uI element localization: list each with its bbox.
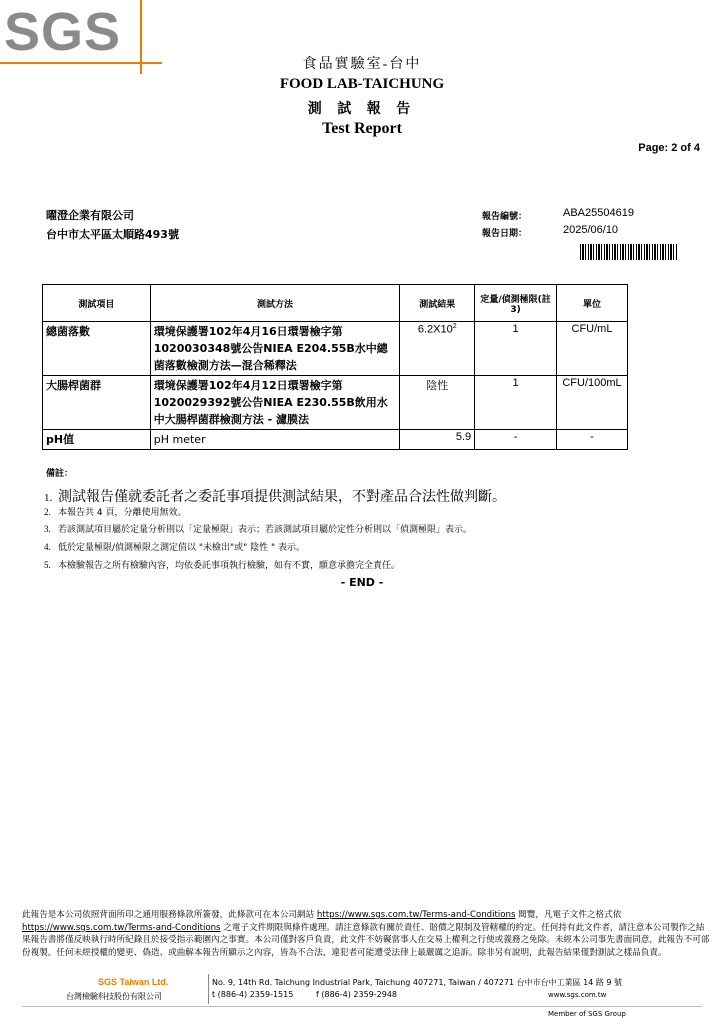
note-text: 若該測試項目屬於定量分析則以「定量極限」表示；若該測試項目屬於定性分析則以「偵測極限」表示。 — [58, 525, 473, 535]
footer-divider — [22, 1006, 702, 1007]
logo-text: SGS — [4, 2, 122, 62]
header-limit: 定量/偵測極限(註3) — [475, 285, 557, 322]
note-item — [44, 540, 305, 553]
cell-method: 環境保護署102年4月12日環署檢字第1020029392號公告NIEA E230.55B飲用水中大腸桿菌群檢測方法 - 濾膜法 — [150, 376, 400, 430]
note-text: 測試報告僅就委託者之委託事項提供測試結果，不對產品合法性做判斷。 — [58, 489, 506, 505]
cell-unit: CFU/100mL — [556, 376, 627, 430]
cell-limit: - — [475, 430, 557, 450]
notes-title: 備註： — [46, 469, 74, 479]
cell-item: 總菌落數 — [43, 322, 151, 376]
footer-fax: f (886-4) 2359-2948 — [316, 990, 397, 999]
note-number: 1. — [44, 492, 53, 504]
client-address: 台中市太平區太順路493號 — [46, 228, 179, 241]
footer-address: No. 9, 14th Rd. Taichung Industrial Park, Taichung 407271, Taiwan / 407271 台中市台中工業區 14 路 9 號 — [212, 978, 623, 987]
terms-link[interactable]: https://www.sgs.com.tw/Terms-and-Conditions — [316, 910, 516, 920]
table-header-row — [43, 285, 628, 322]
footer-telephone: t (886-4) 2359-1515 — [212, 990, 294, 999]
cell-method: pH meter — [150, 430, 400, 450]
cell-result — [400, 322, 475, 376]
footer-company-cn: 台灣檢驗科技股份有限公司 — [66, 992, 162, 1001]
note-text: 本檢驗報告之所有檢驗內容，均依委託事項執行檢驗，如有不實，願意承擔完全責任。 — [58, 561, 401, 571]
note-number: 5. — [44, 560, 51, 570]
cell-result: 陰性 — [400, 376, 475, 430]
lab-title-cn: 食品實驗室-台中 — [302, 57, 422, 72]
terms-link[interactable]: https://www.sgs.com.tw/Terms-and-Conditions — [22, 922, 221, 933]
note-number: 4. — [44, 542, 51, 552]
table-row — [43, 322, 628, 376]
disclaimer-text: 之電子文件期限與條件處理。請注意條款有關於責任、賠償之限制及管轄權的約定。任何持有此文件者，請注意本公司製作之結果報告書將僅反映執行時所紀錄且於接受指示範圍內之事實。本公司僅對客戶負責，此文件不妨礙當事人在交易上權利之行使或義務之免除。未經本公司事先書面同意，此報告不可部份複製。任何未經授權的變更、偽造、或曲解本報告所顯示之內容，皆為不合法，違犯者可能遭受法律上最嚴厲之追訴。除非另有說明，此報告結果僅對測試之樣品負責。 — [22, 922, 710, 958]
footer-member: Member of SGS Group — [548, 1010, 626, 1018]
cell-limit: 1 — [475, 322, 557, 376]
report-no-label: 報告編號： — [482, 212, 528, 222]
table-row — [43, 376, 628, 430]
cell-limit: 1 — [475, 376, 557, 430]
disclaimer-text: 此報告是本公司依照背面所印之通用服務條款所簽發，此條款可在本公司網站 — [22, 910, 317, 920]
note-text: 低於定量極限/偵測極限之測定值以 "未檢出"或" 陰性 " 表示。 — [58, 543, 306, 553]
barcode — [580, 244, 678, 260]
cell-item: 大腸桿菌群 — [43, 376, 151, 430]
table-row — [43, 430, 628, 450]
note-item — [44, 558, 400, 571]
report-title-en: Test Report — [322, 120, 402, 137]
lab-title-en: FOOD LAB-TAICHUNG — [279, 76, 445, 92]
report-date-value: 2025/06/10 — [563, 224, 619, 236]
cell-item: pH值 — [43, 430, 151, 450]
note-text: 本報告共 4 頁，分離使用無效。 — [58, 508, 187, 518]
footer-separator — [208, 974, 209, 1004]
note-number: 2. — [44, 507, 51, 517]
results-table — [42, 284, 628, 450]
footer-website[interactable]: www.sgs.com.tw — [548, 991, 607, 999]
cell-unit: CFU/mL — [556, 322, 627, 376]
result-exponent: 2 — [452, 323, 457, 330]
footer-company-en: SGS Taiwan Ltd. — [98, 977, 169, 987]
end-marker: - END - — [340, 576, 384, 589]
header-item: 測試項目 — [43, 285, 151, 322]
result-value: 6.2X10 — [417, 323, 453, 336]
header-unit: 單位 — [556, 285, 627, 322]
cell-method: 環境保護署102年4月16日環署檢字第1020030348號公告NIEA E204.55B水中總菌落數檢測方法—混合稀釋法 — [150, 322, 400, 376]
cell-result: 5.9 — [400, 430, 475, 450]
note-number: 3. — [44, 524, 51, 534]
report-date-label: 報告日期： — [482, 229, 528, 239]
note-item — [44, 486, 506, 506]
footer-disclaimer — [22, 909, 712, 959]
note-item — [44, 505, 186, 518]
note-item — [44, 522, 472, 535]
disclaimer-text: 閱覽，凡電子文件之格式依 — [515, 910, 622, 920]
header-result: 測試結果 — [400, 285, 475, 322]
report-no-value: ABA25504619 — [563, 207, 634, 219]
header-method: 測試方法 — [150, 285, 400, 322]
client-name: 曜澄企業有限公司 — [46, 209, 134, 222]
report-title-cn: 測 試 報 告 — [307, 102, 417, 117]
cell-unit: - — [556, 430, 627, 450]
page-number: Page: 2 of 4 — [638, 142, 700, 154]
